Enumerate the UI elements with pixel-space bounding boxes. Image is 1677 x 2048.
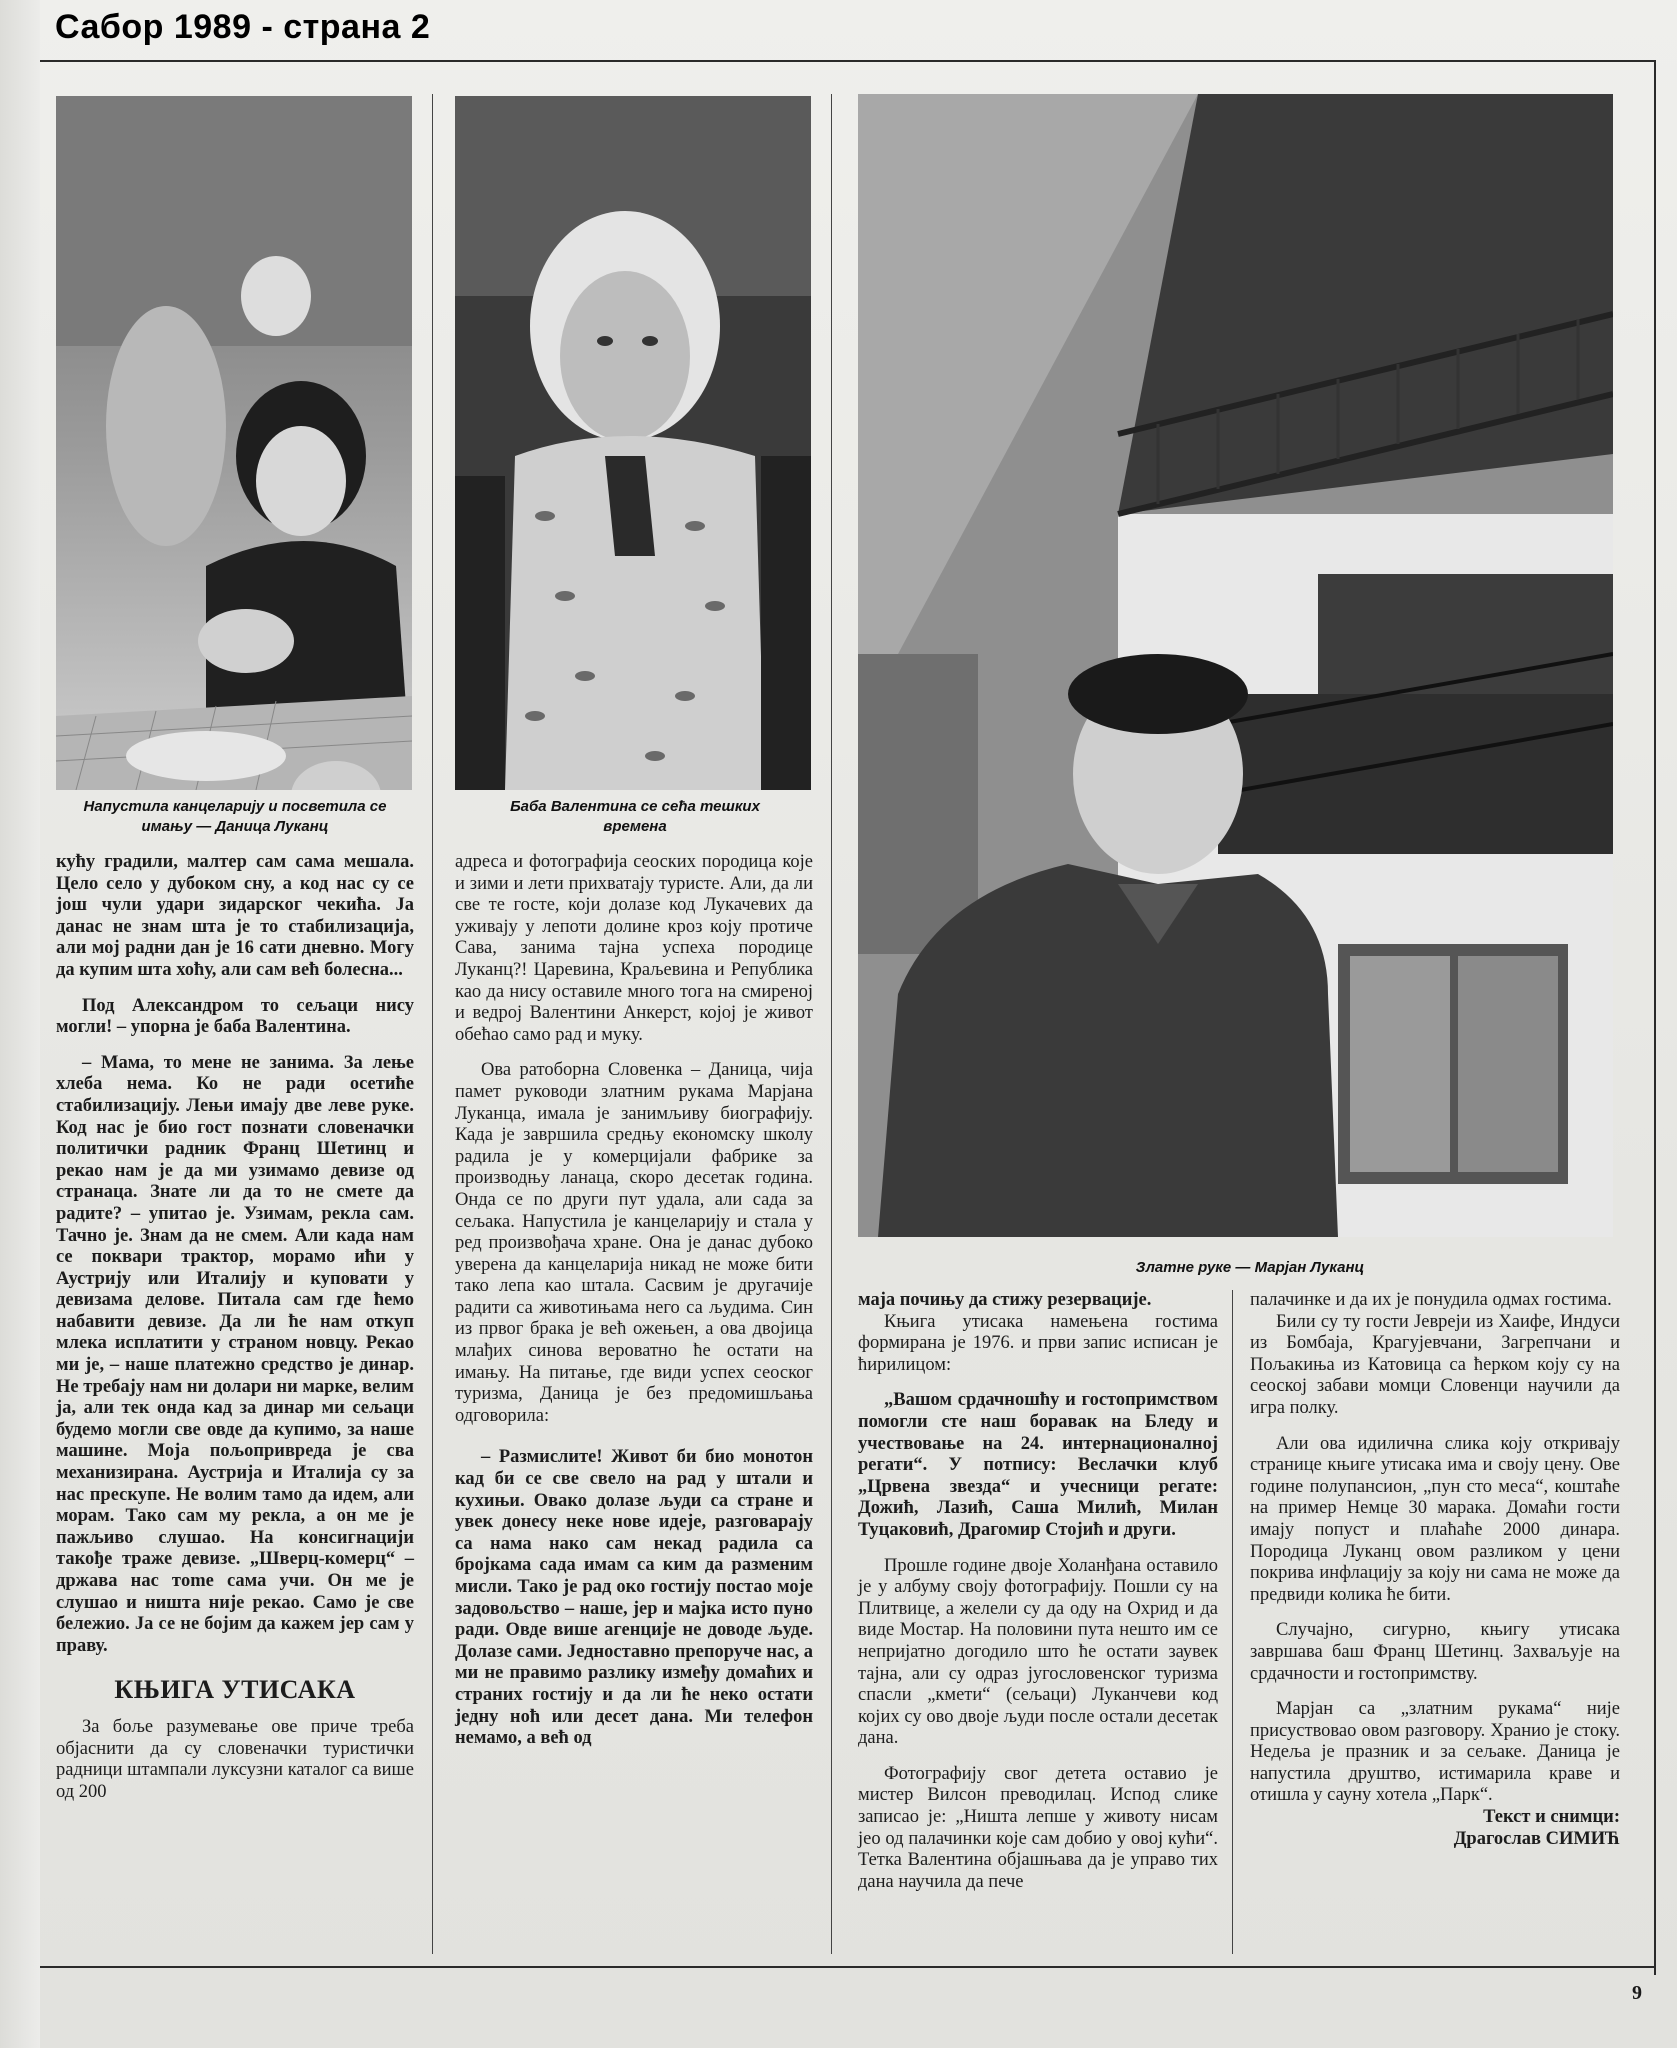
- text-column-4: [1250, 1290, 1620, 1850]
- byline-label: Текст и снимци:: [1483, 1807, 1620, 1828]
- paragraph: Прошле године двоје Холанђана оставило је у албуму своју фотографију. Пошли су на Плитвице, а желели су да оду на Охрид и да виде Мостар. На половини пута нешто им се непријатно догодило што ће остати заувек тајна, али су одраз југословенског туризма спасли „кмети“ (сељаци) Луканчеви код којих су ово двоје људи после остали десетак дана.: [858, 1555, 1218, 1749]
- paragraph: „Вашом срдачношћу и гостопримством помогли сте наш боравак на Бледу и учествовање на 24. интернационалној регати“. У потпису: Веслачки клуб „Црвена звезда“ и учесници регате: Дожић, Лазић, Саша Милић, Милан Туцаковић, Драгомир Стојић и други.: [858, 1390, 1218, 1540]
- text-column-1: [56, 852, 414, 1803]
- column-rule-3: [1232, 1290, 1233, 1954]
- scan-edge: [0, 0, 40, 2048]
- section-heading: КЊИГА УТИСАКА: [114, 1675, 356, 1705]
- paragraph: – Размислите! Живот би био монотон кад би се све свело на рад у штали и кухињи. Овако долазе људи са стране и увек донесу неке нове идеје, разговарају са нама нако сам некад радила са бројкама сада имам са ким да разменим мисли. Тако је рад око гостију постао моје задовољство – наше, јер и мајка исто пуно ради. Овде више агенције не доводе људе. Долазе сами. Једноставно препоруче нас, а ми не правимо разлику између домаћих и страних гостију и да ли ће неко остати једну ноћ или десет дана. Ми телефон немамо, а већ од: [455, 1447, 813, 1749]
- page-header-title: Сабор 1989 - страна 2: [55, 8, 431, 46]
- page-number: 9: [1632, 1982, 1642, 2004]
- paragraph: Били су ту гости Јевреји из Хаифе, Индуси из Бомбаја, Крагујевчани, Загрепчани и Пољакиња из Катовица са ћерком коју су на сеоској забави момци Словенци научили да игра полку.: [1250, 1311, 1620, 1418]
- column-rule-2: [831, 94, 832, 1954]
- text-column-3: [858, 1290, 1218, 1893]
- paragraph: кућу градили, малтер сам сама мешала. Цело село у дубоком сну, а код нас су се још чули удари зидарског чекића. Ја данас не знам шта је то стабилизација, али мој радни дан је 16 сати дневно. Могу да купим шта хоћу, али сам већ болесна...: [56, 852, 414, 980]
- paragraph: Под Александром то сељаци нису могли! – упорна је баба Валентина.: [56, 995, 414, 1038]
- photo-danica-lukanc-image: [56, 96, 412, 790]
- column-rule-1: [432, 94, 433, 1954]
- frame-right-rule: [1654, 60, 1656, 1975]
- paragraph: Ова ратоборна Словенка – Даница, чија памет руководи златним рукама Марјана Луканца, имала је занимљиву биографију. Када је завршила средњу економску школу радила је у комерцијали фабрике за производњу ланаца, скоро десетак година. Онда се по други пут удала, али сада за сељака. Напустила је канцеларију и стала у ред произвођача хране. Она је данас дубоко уверена да канцеларија никад не може бити тако лепа као штала. Сасвим је другачије радити са животињама него са људима. Син из првог брака је већ ожењен, а ова двојица млађих синова вероватно ће остати на имању. На питање, где види успех сеоског туризма, Даница је без предомишљања одговорила:: [455, 1060, 813, 1426]
- paragraph: маја почињу да стижу резервације.: [858, 1290, 1152, 1310]
- frame-bottom-rule: [40, 1966, 1655, 1968]
- photo-danica-lukanc: [56, 96, 412, 790]
- photo-marjan-lukanc-image: [858, 94, 1613, 1237]
- photo-baba-valentina-image: [455, 96, 811, 790]
- paragraph: За боље разумевање ове приче треба објаснити да су словеначки туристички радници штампали луксузни каталог са више од 200: [56, 1716, 414, 1802]
- paragraph: палачинке и да их је понудила одмах гостима.: [1250, 1290, 1612, 1310]
- caption-photo-1: Напустила канцеларију и посветила се имању — Даница Луканц: [83, 798, 387, 835]
- paragraph: Случајно, сигурно, књигу утисака завршава баш Франц Шетинц. Захваљује на срдачности и гостопримству.: [1250, 1620, 1620, 1684]
- text-column-2: [455, 852, 813, 1750]
- paragraph: Али ова идилична слика коју откривају странице књиге утисака има и своју цену. Ове године полупансион, „пун сто меса“, коштаће на пример Немце 30 марака. Домаћи гости имају попуст и плаћаће 2000 динара. Породица Луканц овом разликом у цени покрива инфлацију за коју ни сама не може да предвиди колика ће бити.: [1250, 1433, 1620, 1605]
- paragraph: Књига утисака намењена гостима формирана је 1976. и први запис исписан је ћирилицом:: [858, 1311, 1218, 1375]
- paragraph: Марјан са „златним рукама“ није присуствовао овом разговору. Хранио је стоку. Недеља је празник и за сељаке. Даница је напустила друштво, истимарила краве и отишла у сауну хотела „Парк“.: [1250, 1699, 1620, 1806]
- paragraph: адреса и фотографија сеоских породица које и зими и лети прихватају туристе. Али, да ли све те госте, који долазе код Лукачевих да уживају у лепоти долине кроз коју протиче Сава, занима тајна успеха породице Луканц?! Царевина, Краљевина и Република као да нису оставиле много тога на смиреној и ведрој Валентини Анкерст, којој је живот обећао само рад и муку.: [455, 852, 813, 1045]
- caption-photo-3: Златне руке — Марјан Луканц: [1135, 1259, 1365, 1276]
- photo-marjan-lukanc: [858, 94, 1613, 1237]
- paragraph: – Мама, то мене не занима. За лење хлеба нема. Ко не ради осетиће стабилизацију. Лењи имају две леве руке. Код нас је био гост познати словеначки политички радник Франц Шетинц и рекао нам је да ми узимамо девизе од странаца. Знате ли да то не смете да радите? – упитао је. Узимам, рекла сам. Тачно је. Знам да не смем. Али када нам се поквари трактор, морамо ићи у Аустрију или Италију и куповати у девизама делове. Питала сам где ћемо набавити девизе. Да ли ће нам откуп млека исплатити у страном новцу. Рекао ми је, – наше платежно средство је динар. Не требају нам ни долари ни марке, велим ја, али тек онда кад за динар ми сељаци будемо могли све овде да купимо, за наше машине. Моја пољопривреда је сва механизирана. Аустрија и Италија су за нас прескупе. Не волим тамо да идем, али морам. Тако сам му рекла, а он ме је пажљиво слушао. На консигнацији такође траже девизе. „Шверц-комерц“ – држава нас тome сама учи. Он ме је слушао и ништа није рекао. Само је све бележио. Ја се не бојим да кажем јер сам у праву.: [56, 1052, 414, 1656]
- paragraph: Фотографију свог детета оставио је мистер Вилсон преводилац. Испод слике записао је: „Ништа лепше у животу нисам јео од палачинки које сам добио у овој кући“. Тетка Валентина објашњава да је управо тих дана научила да пече: [858, 1763, 1218, 1892]
- frame-top-rule: [40, 60, 1655, 62]
- caption-photo-2: Баба Валентина се сећа тешких времена: [510, 798, 760, 835]
- byline-author: Драгослав СИМИЋ: [1453, 1828, 1620, 1849]
- photo-baba-valentina: [455, 96, 811, 790]
